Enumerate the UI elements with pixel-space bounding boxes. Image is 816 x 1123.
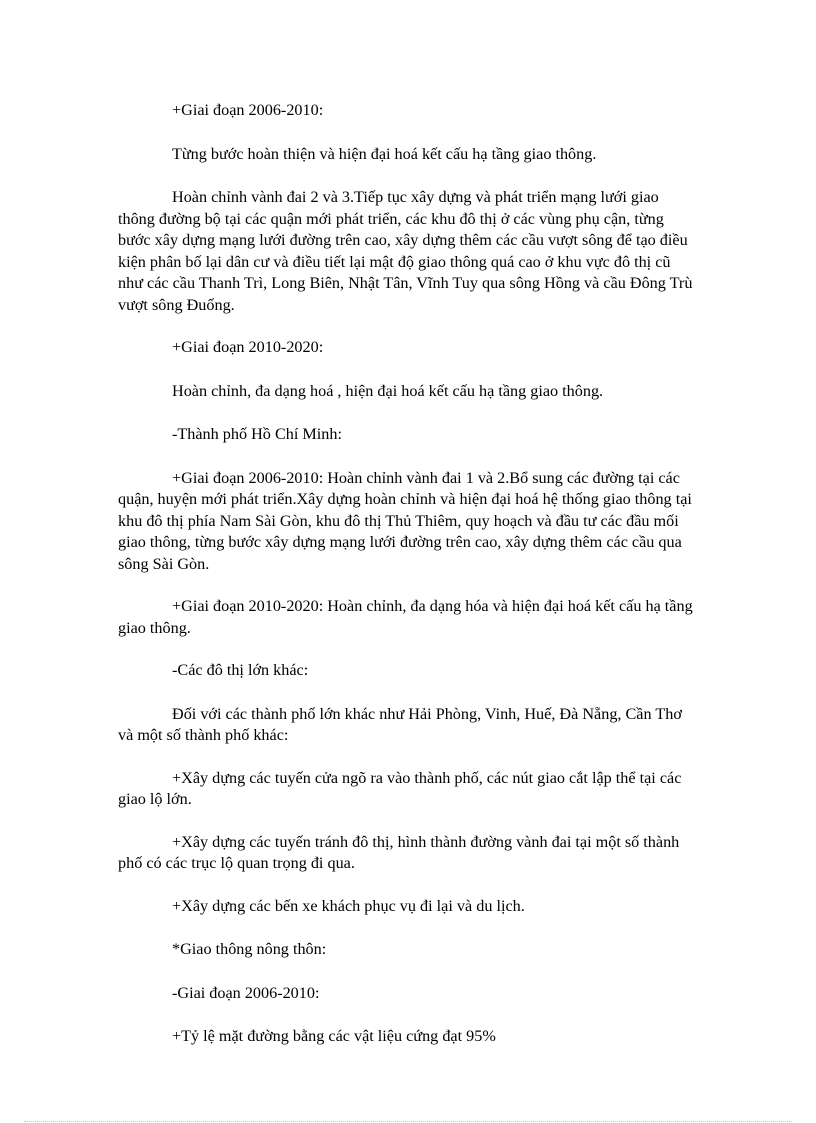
paragraph-hcmc-phase-2010-2020: +Giai đoạn 2010-2020: Hoàn chỉnh, đa dạng hóa và hiện đại hoá kết cấu hạ tầng giao thông. [118, 597, 693, 637]
paragraph-rural-phase-2006-2010: -Giai đoạn 2006-2010: [172, 983, 320, 1002]
paragraph-hanoi-phase-2010-2020: +Giai đoạn 2010-2020: [172, 338, 324, 356]
page-bottom-divider [24, 1121, 792, 1122]
paragraph-hanoi-goal-2006-2010: Từng bước hoàn thiện và hiện đại hoá kết cấu hạ tầng giao thông. [172, 144, 597, 163]
paragraph-hanoi-phase-2006-2010: +Giai đoạn 2006-2010: [172, 101, 324, 119]
document-body [118, 100, 698, 1070]
paragraph-rural-transport-heading: *Giao thông nông thôn: [172, 940, 327, 958]
paragraph-other-cities-heading: -Các đô thị lớn khác: [172, 661, 309, 679]
paragraph-hanoi-ring-roads: Hoàn chỉnh vành đai 2 và 3.Tiếp tục xây dựng và phát triển mạng lưới giao thông đường bộ tại các quận mới phát triển, các khu đô thị ở các vùng phụ cận, từng bước xây dựng mạng lưới đường trên cao, xây dựng thêm các cầu vượt sông để tạo điều kiện phân bố lại dân cư và điều tiết lại mật độ giao thông quá cao ở khu vực đô thị cũ như các cầu Thanh Trì, Long Biên, Nhật Tân, Vĩnh Tuy qua sông Hồng và cầu Đông Trù vượt sông Đuống. [118, 188, 693, 314]
paragraph-bypass-routes: +Xây dựng các tuyến tránh đô thị, hình thành đường vành đai tại một số thành phố có các trục lộ quan trọng đi qua. [118, 832, 680, 872]
paragraph-other-cities-intro: Đối với các thành phố lớn khác như Hải Phòng, Vinh, Huế, Đà Nẵng, Cần Thơ và một số thành phố khác: [118, 704, 682, 744]
paragraph-hanoi-goal-2010-2020: Hoàn chỉnh, đa dạng hoá , hiện đại hoá kết cấu hạ tầng giao thông. [172, 381, 604, 400]
paragraph-hcmc-heading: -Thành phố Hồ Chí Minh: [172, 425, 342, 443]
paragraph-bus-stations: +Xây dựng các bến xe khách phục vụ đi lại và du lịch. [172, 896, 525, 915]
paragraph-gateway-routes: +Xây dựng các tuyến cửa ngõ ra vào thành phố, các nút giao cắt lập thể tại các giao lộ lớn. [118, 768, 682, 808]
paragraph-hcmc-phase-2006-2010: +Giai đoạn 2006-2010: Hoàn chỉnh vành đai 1 và 2.Bổ sung các đường tại các quận, huyện mới phát triển.Xây dựng hoàn chỉnh và hiện đại hoá hệ thống giao thông tại khu đô thị phía Nam Sài Gòn, khu đô thị Thủ Thiêm, quy hoạch và đầu tư các đầu mối giao thông, từng bước xây dựng mạng lưới đường trên cao, xây dựng thêm các cầu qua sông Sài Gòn. [118, 468, 692, 573]
paragraph-hard-surface-ratio: +Tỷ lệ mặt đường bằng các vật liệu cứng đạt 95% [172, 1027, 496, 1045]
